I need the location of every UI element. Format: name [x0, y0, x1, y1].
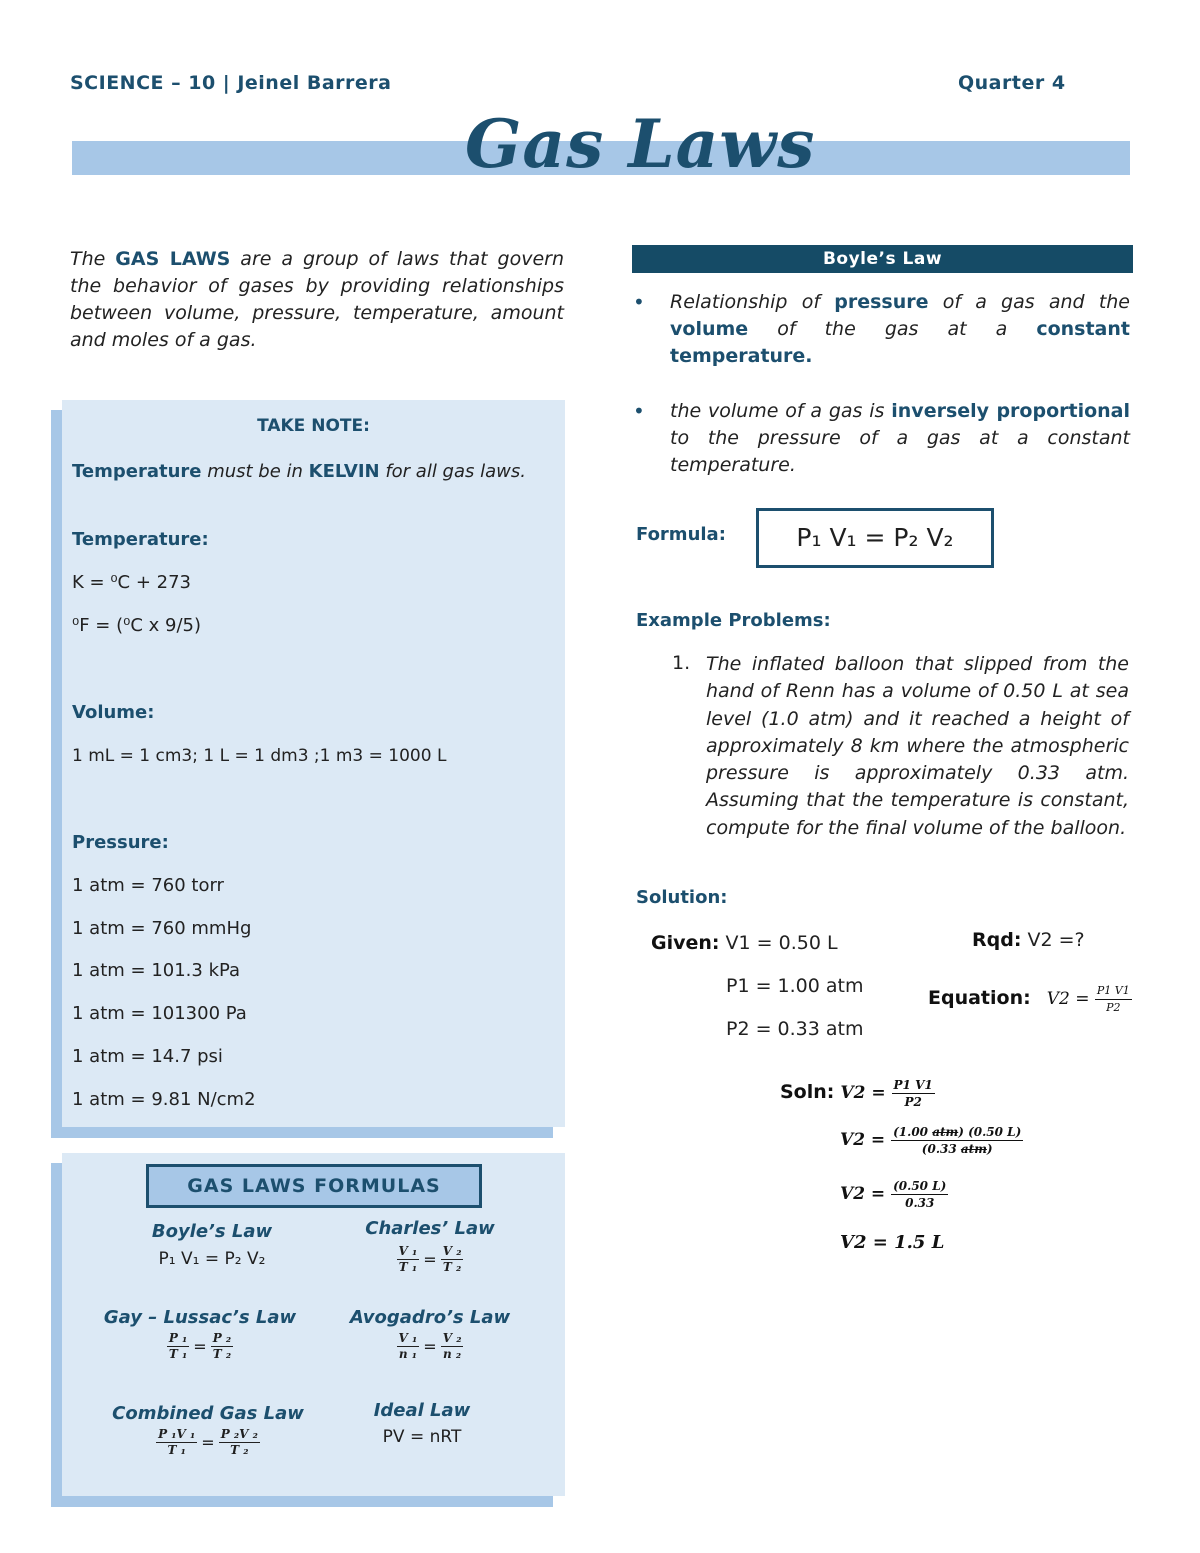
step-2-fraction [891, 1124, 1023, 1157]
fraction-denominator: T ₁ [168, 1347, 188, 1361]
equals-sign: = [423, 1250, 437, 1269]
equation-math [1046, 984, 1132, 1014]
combined-left-fraction [156, 1427, 197, 1458]
take-note-card [62, 400, 565, 1127]
ideal-law-name: Ideal Law [373, 1400, 471, 1421]
equation-label: Equation: [928, 987, 1031, 1009]
fraction-denominator: P2 [904, 1095, 922, 1109]
avogadro-right-fraction [441, 1331, 464, 1362]
fraction-denominator: 0.33 [905, 1196, 935, 1210]
header-subject: SCIENCE – 10 | Jeinel Barrera [70, 72, 392, 94]
combined-gas-law-name: Combined Gas Law [112, 1403, 304, 1424]
required-label: Rqd: [972, 929, 1022, 951]
volume-heading: Volume: [72, 702, 155, 723]
charles-left-fraction [397, 1244, 420, 1275]
formulas-title: GAS LAWS FORMULAS [146, 1164, 482, 1208]
fraction-numerator: P1 V1 [893, 1078, 933, 1092]
pressure-heading: Pressure: [72, 832, 169, 853]
equals-sign: = [193, 1337, 207, 1356]
step-lhs: V2 = [840, 1184, 886, 1204]
fraction-numerator: P1 V1 [1095, 983, 1132, 1000]
kelvin-note [72, 458, 542, 485]
charles-law-formula [320, 1244, 540, 1275]
charles-right-fraction [441, 1244, 464, 1275]
fraction-numerator: (0.50 L) [893, 1179, 947, 1193]
bullet-text: Relationship of [670, 291, 835, 313]
given-label: Given: [651, 932, 720, 954]
boyles-formula-box: P₁ V₁ = P₂ V₂ [756, 508, 994, 568]
charles-law-name: Charles’ Law [365, 1218, 495, 1239]
fraction-denominator: n ₂ [442, 1347, 462, 1361]
combined-gas-law-formula [88, 1427, 328, 1458]
kelvin-conversion: K = ⁰C + 273 [72, 572, 191, 593]
avogadros-law-formula [320, 1331, 540, 1362]
example-problems-label: Example Problems: [636, 610, 831, 631]
pressure-conversion: 1 atm = 760 torr [72, 875, 224, 896]
ideal-law-formula: PV = nRT [382, 1427, 462, 1447]
fahrenheit-conversion: ⁰F = (⁰C x 9/5) [72, 615, 201, 636]
soln-step-3 [840, 1178, 948, 1211]
step-lhs: V2 = [840, 1083, 886, 1103]
required [972, 929, 1085, 951]
fraction-denominator: T ₁ [398, 1260, 418, 1274]
bullet-keyword: pressure [834, 291, 929, 313]
bullet-keyword: constant temperature. [670, 318, 1130, 367]
fraction-denominator: T ₂ [442, 1260, 462, 1274]
boyles-law-formula: P₁ V₁ = P₂ V₂ [158, 1249, 266, 1269]
fraction-numerator: P ₁ [168, 1331, 188, 1345]
fraction-numerator: V ₁ [398, 1331, 418, 1345]
boyles-law-name: Boyle’s Law [151, 1221, 273, 1242]
gay-lussacs-law-name: Gay – Lussac’s Law [103, 1307, 297, 1328]
bullet-text: of the gas at a [748, 318, 1037, 340]
gay-lussacs-law-formula [90, 1331, 310, 1362]
pressure-conversion: 1 atm = 101.3 kPa [72, 960, 241, 981]
pressure-conversion: 1 atm = 14.7 psi [72, 1046, 223, 1067]
combined-right-fraction [219, 1427, 260, 1458]
header-quarter: Quarter 4 [958, 72, 1066, 94]
boyles-law-header: Boyle’s Law [632, 245, 1133, 273]
boyle-bullet-2 [670, 398, 1130, 479]
boyle-bullet-1 [670, 289, 1130, 370]
fraction-numerator: V ₂ [442, 1331, 462, 1345]
intro-rest: are a group of laws that govern the behavior of gases by providing relationships between volume, pressure, temperature, amount and moles of a gas. [70, 248, 564, 351]
cancelled-unit: atm [932, 1125, 959, 1139]
formula-label: Formula: [636, 524, 726, 545]
avogadros-law-name: Avogadro’s Law [349, 1307, 511, 1328]
given-p1: P1 = 1.00 atm [726, 975, 864, 997]
step-3-fraction [891, 1178, 948, 1211]
bullet-keyword: inversely proportional [891, 400, 1130, 422]
bullet-text: of a gas and the [928, 291, 1130, 313]
gay-right-fraction [211, 1331, 233, 1362]
page-title: Gas Laws [465, 105, 816, 183]
avogadro-left-fraction [397, 1331, 420, 1362]
pressure-conversion: 1 atm = 9.81 N/cm2 [72, 1089, 256, 1110]
kelvin-note-term: Temperature [72, 461, 202, 482]
fraction-denominator: P2 [1106, 1001, 1121, 1014]
intro-lead: The [70, 248, 116, 270]
take-note-title: TAKE NOTE: [257, 416, 370, 436]
required-value: V2 =? [1021, 929, 1085, 951]
numerator-part: ) (0.50 L) [958, 1125, 1022, 1139]
bullet-keyword: volume [670, 318, 749, 340]
fraction-numerator: V ₁ [398, 1244, 418, 1258]
equals-sign: = [423, 1337, 437, 1356]
bullet-icon: • [633, 290, 645, 314]
step-1-fraction [892, 1077, 935, 1110]
soln-step-1 [780, 1077, 935, 1110]
equation [928, 983, 1132, 1016]
bullet-text: to the pressure of a gas at a constant temperature. [670, 427, 1130, 476]
equation-fraction [1095, 983, 1132, 1016]
intro-paragraph [70, 246, 564, 354]
equals-sign: = [201, 1433, 215, 1452]
volume-conversion: 1 mL = 1 cm3; 1 L = 1 dm3 ;1 m3 = 1000 L [72, 746, 447, 766]
fraction-denominator: T ₂ [212, 1347, 232, 1361]
denominator-part: (0.33 [921, 1142, 961, 1156]
example-number: 1. [672, 652, 691, 674]
gas-laws-formulas-card [62, 1153, 565, 1496]
temperature-heading: Temperature: [72, 529, 209, 550]
step-lhs: V2 = [840, 1130, 886, 1150]
kelvin-note-unit: KELVIN [308, 461, 380, 482]
fraction-numerator: P ₂V ₂ [220, 1427, 258, 1441]
bullet-text: the volume of a gas is [670, 400, 892, 422]
fraction-numerator: P ₂ [212, 1331, 232, 1345]
fraction-denominator: T ₁ [167, 1443, 186, 1457]
gay-left-fraction [167, 1331, 189, 1362]
fraction-numerator: V ₂ [442, 1244, 462, 1258]
fraction-numerator: P ₁V ₁ [158, 1427, 196, 1441]
intro-term: GAS LAWS [115, 248, 231, 270]
fraction-denominator: T ₂ [230, 1443, 249, 1457]
denominator-part: ) [986, 1142, 993, 1156]
pressure-conversion: 1 atm = 101300 Pa [72, 1003, 247, 1024]
cancelled-unit: atm [960, 1142, 987, 1156]
pressure-conversion: 1 atm = 760 mmHg [72, 918, 252, 939]
kelvin-note-text: must be in [201, 461, 309, 482]
solution-label: Solution: [636, 887, 728, 908]
soln-label: Soln: [780, 1081, 835, 1103]
soln-step-1-math [840, 1078, 934, 1109]
bullet-icon: • [633, 399, 645, 423]
given-v1-value: V1 = 0.50 L [719, 932, 838, 954]
fraction-denominator: n ₁ [398, 1347, 417, 1361]
fraction-numerator [891, 1124, 1023, 1141]
kelvin-note-end: for all gas laws. [379, 461, 526, 482]
fraction-denominator [920, 1141, 995, 1157]
given-v1 [651, 932, 838, 954]
given-p2: P2 = 0.33 atm [726, 1018, 864, 1040]
equation-lhs: V2 = [1046, 989, 1090, 1009]
soln-final-answer: V2 = 1.5 L [840, 1232, 945, 1253]
soln-step-2 [840, 1124, 1023, 1157]
example-problem-text: The inflated balloon that slipped from the hand of Renn has a volume of 0.50 L at sea level (1.0 atm) and it reached a height of approximately 8 km where the atmospheric pressure is approximately 0.33 atm. Assuming that the temperature is constant, compute for the final volume of the balloon. [706, 653, 1129, 839]
numerator-part: (1.00 [893, 1125, 933, 1139]
